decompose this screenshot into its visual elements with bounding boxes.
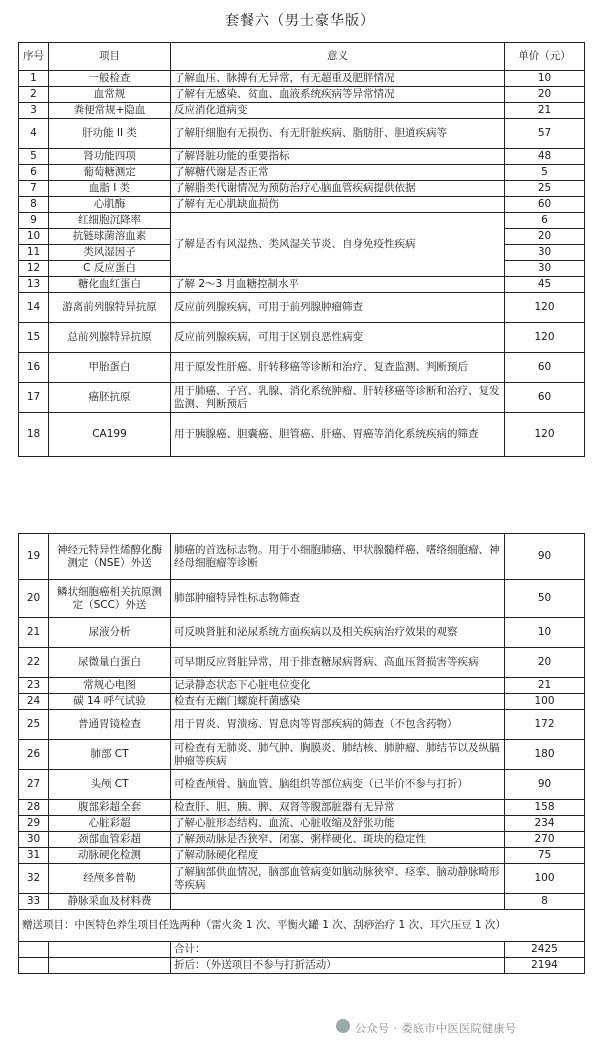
row-number: 3: [19, 103, 49, 119]
row-meaning: 了解动脉硬化程度: [171, 848, 505, 864]
row-meaning: 用于肺癌、子宫、乳腺、消化系统肿瘤、肝转移癌等诊断和治疗、复发监测、判断预后: [171, 383, 505, 413]
row-price: 30: [505, 245, 585, 261]
table-row: [19, 119, 585, 149]
row-item: 葡萄糖测定: [49, 165, 171, 181]
row-price: 120: [505, 293, 585, 323]
row-number: 8: [19, 197, 49, 213]
row-price: 100: [505, 694, 585, 710]
row-item: 总前列腺特异抗原: [49, 323, 171, 353]
row-price: 20: [505, 648, 585, 678]
row-price: 60: [505, 197, 585, 213]
row-number: 15: [19, 323, 49, 353]
row-meaning: 了解有无心肌缺血损伤: [171, 197, 505, 213]
table-row: [19, 87, 585, 103]
row-meaning: 用于胰腺癌、胆囊癌、胆管癌、肝癌、胃癌等消化系统疾病的筛查: [171, 413, 505, 457]
row-number: 28: [19, 800, 49, 816]
table-row: [19, 580, 585, 618]
row-price: 60: [505, 383, 585, 413]
row-meaning: 了解糖代谢是否正常: [171, 165, 505, 181]
table-row: [19, 277, 585, 293]
row-price: 172: [505, 710, 585, 740]
table-row: [19, 165, 585, 181]
table-row: [19, 710, 585, 740]
row-price: 6: [505, 213, 585, 229]
row-price: 180: [505, 740, 585, 770]
row-price: 20: [505, 229, 585, 245]
row-meaning: 检查有无幽门螺旋杆菌感染: [171, 694, 505, 710]
row-item: 糖化血红蛋白: [49, 277, 171, 293]
row-meaning: 反应前列腺疾病，可用于区别良恶性病变: [171, 323, 505, 353]
row-price: 50: [505, 580, 585, 618]
table-row: [19, 353, 585, 383]
table-row: [19, 181, 585, 197]
row-meaning: 可反映肾脏和泌尿系统方面疾病以及相关疾病治疗效果的观察: [171, 618, 505, 648]
row-number: 26: [19, 740, 49, 770]
row-number: 30: [19, 832, 49, 848]
table-row: [19, 848, 585, 864]
row-number: 7: [19, 181, 49, 197]
row-item: 颈部血管彩超: [49, 832, 171, 848]
discount-label: 折后：（外送项目不参与打折活动）: [171, 958, 505, 974]
row-meaning: 可检查有无肺炎、肺气肿、胸膜炎、肺结核、肺肿瘤、肺结节以及纵膈肿瘤等疾病: [171, 740, 505, 770]
page-title: 套餐六（男士豪华版）: [225, 13, 375, 29]
row-item: 碳 14 呼气试验: [49, 694, 171, 710]
table-row: [19, 832, 585, 848]
table-row: [19, 293, 585, 323]
row-meaning: 检查肝、胆、胰、脾、双肾等腹部脏器有无异常: [171, 800, 505, 816]
row-number: 16: [19, 353, 49, 383]
header-meaning: 意义: [171, 43, 505, 71]
table-row: [19, 800, 585, 816]
row-number: 6: [19, 165, 49, 181]
row-meaning: 记录静态状态下心脏电位变化: [171, 678, 505, 694]
row-item: 静脉采血及材料费: [49, 894, 171, 910]
table-row: [19, 678, 585, 694]
row-number: 23: [19, 678, 49, 694]
row-number: 27: [19, 770, 49, 800]
row-price: 57: [505, 119, 585, 149]
row-number: 19: [19, 534, 49, 580]
row-number: 14: [19, 293, 49, 323]
table-row: [19, 323, 585, 353]
row-item: 血常规: [49, 87, 171, 103]
row-meaning: 了解 2～3 月血糖控制水平: [171, 277, 505, 293]
row-number: 33: [19, 894, 49, 910]
row-number: 2: [19, 87, 49, 103]
discount-value: 2194: [505, 958, 585, 974]
row-item: C 反应蛋白: [49, 261, 171, 277]
table-row: [19, 213, 585, 229]
gift-items: 赠送项目：中医特色养生项目任选两种（雷火灸 1 次、平衡火罐 1 次、刮痧治疗 1 次、耳穴压豆 1 次）: [19, 910, 585, 942]
row-meaning: 了解脑部供血情况，脑部血管病变如脑动脉狭窄、痉挛、脑动静脉畸形等疾病: [171, 864, 505, 894]
row-meaning: 反应消化道病变: [171, 103, 505, 119]
row-price: 8: [505, 894, 585, 910]
table-row: [19, 103, 585, 119]
table-row: [19, 413, 585, 457]
row-price: 60: [505, 353, 585, 383]
row-item: 癌胚抗原: [49, 383, 171, 413]
table-row: [19, 534, 585, 580]
package-table-part-2: [18, 533, 585, 974]
table-row: [19, 694, 585, 710]
row-item: 肺部 CT: [49, 740, 171, 770]
row-number: 17: [19, 383, 49, 413]
row-item: 类风湿因子: [49, 245, 171, 261]
row-meaning: 了解肝细胞有无损伤、有无肝脏疾病、脂肪肝、胆道疾病等: [171, 119, 505, 149]
row-price: 21: [505, 678, 585, 694]
row-meaning: 可检查颅骨、脑血管、脑组织等部位病变（已半价不参与打折）: [171, 770, 505, 800]
row-number: 32: [19, 864, 49, 894]
row-item: 心肌酶: [49, 197, 171, 213]
row-price: 90: [505, 770, 585, 800]
row-number: 12: [19, 261, 49, 277]
row-price: 120: [505, 323, 585, 353]
row-price: 10: [505, 71, 585, 87]
table-row: [19, 197, 585, 213]
row-item: 经颅多普勒: [49, 864, 171, 894]
row-item: 神经元特异性烯醇化酶测定（NSE）外送: [49, 534, 171, 580]
row-number: 20: [19, 580, 49, 618]
row-meaning: 了解脂类代谢情况为预防治疗心脑血管疾病提供依据: [171, 181, 505, 197]
row-item: 普通胃镜检查: [49, 710, 171, 740]
row-number: 18: [19, 413, 49, 457]
table-row: [19, 71, 585, 87]
row-meaning: 肺癌的首选标志物。用于小细胞肺癌、甲状腺髓样癌、嗜络细胞瘤、神经母细胞瘤等诊断: [171, 534, 505, 580]
wechat-logo-icon: [336, 1019, 350, 1033]
row-price: 5: [505, 165, 585, 181]
row-price: 30: [505, 261, 585, 277]
total-label: 合计：: [171, 942, 505, 958]
row-item: 头颅 CT: [49, 770, 171, 800]
table-row: [19, 816, 585, 832]
table-row: [19, 648, 585, 678]
total-value: 2425: [505, 942, 585, 958]
table-row: [19, 770, 585, 800]
row-number: 11: [19, 245, 49, 261]
row-price: 75: [505, 848, 585, 864]
row-price: 45: [505, 277, 585, 293]
row-price: 21: [505, 103, 585, 119]
row-meaning: 了解有无感染、贫血、血液系统疾病等异常情况: [171, 87, 505, 103]
row-item: 腹部彩超全套: [49, 800, 171, 816]
package-table-part-1: [18, 42, 585, 457]
row-meaning: 了解颈动脉是否狭窄、闭塞、粥样硬化、斑块的稳定性: [171, 832, 505, 848]
row-price: 120: [505, 413, 585, 457]
header-no: 序号: [19, 43, 49, 71]
row-price: 158: [505, 800, 585, 816]
row-number: 24: [19, 694, 49, 710]
row-item: 尿液分析: [49, 618, 171, 648]
row-number: 29: [19, 816, 49, 832]
row-item: 红细胞沉降率: [49, 213, 171, 229]
row-price: 25: [505, 181, 585, 197]
header-item: 项目: [49, 43, 171, 71]
table-row: [19, 894, 585, 910]
row-meaning: 可早期反应肾脏异常，用于排查糖尿病肾病、高血压肾损害等疾病: [171, 648, 505, 678]
row-number: 21: [19, 618, 49, 648]
row-meaning: 了解是否有风湿热、类风湿关节炎、自身免疫性疾病: [171, 213, 505, 277]
table-row: [19, 864, 585, 894]
row-meaning: 了解肾脏功能的重要指标: [171, 149, 505, 165]
row-item: 心脏彩超: [49, 816, 171, 832]
row-meaning: 用于原发性肝癌、肝转移癌等诊断和治疗、复查监测、判断预后: [171, 353, 505, 383]
row-meaning: 了解心脏形态结构、血流、心脏收缩及舒张功能: [171, 816, 505, 832]
watermark: 公众号 · 娄底市中医医院健康号: [355, 1022, 517, 1035]
row-price: 234: [505, 816, 585, 832]
row-number: 31: [19, 848, 49, 864]
row-number: 13: [19, 277, 49, 293]
row-price: 90: [505, 534, 585, 580]
row-meaning: 用于胃炎、胃溃疡、胃息肉等胃部疾病的筛查（不包含药物）: [171, 710, 505, 740]
table-row: [19, 383, 585, 413]
row-meaning: 反应前列腺疾病，可用于前列腺肿瘤筛查: [171, 293, 505, 323]
table-row: [19, 149, 585, 165]
row-item: 一般检查: [49, 71, 171, 87]
row-number: 25: [19, 710, 49, 740]
header-price: 单价（元）: [505, 43, 585, 71]
row-meaning: [171, 894, 505, 910]
row-number: 4: [19, 119, 49, 149]
row-item: 动脉硬化检测: [49, 848, 171, 864]
row-item: 常规心电图: [49, 678, 171, 694]
row-number: 10: [19, 229, 49, 245]
row-item: 肾功能四项: [49, 149, 171, 165]
row-item: 甲胎蛋白: [49, 353, 171, 383]
row-item: 肝功能 II 类: [49, 119, 171, 149]
row-number: 9: [19, 213, 49, 229]
row-price: 48: [505, 149, 585, 165]
row-item: 游离前列腺特异抗原: [49, 293, 171, 323]
row-meaning: 肺部肿瘤特异性标志物筛查: [171, 580, 505, 618]
row-price: 20: [505, 87, 585, 103]
table-row: [19, 740, 585, 770]
row-number: 1: [19, 71, 49, 87]
row-item: 血脂 I 类: [49, 181, 171, 197]
row-number: 22: [19, 648, 49, 678]
table-row: [19, 618, 585, 648]
row-meaning: 了解血压、脉搏有无异常，有无超重及肥胖情况: [171, 71, 505, 87]
row-item: 粪便常规+隐血: [49, 103, 171, 119]
row-item: 鳞状细胞癌相关抗原测定（SCC）外送: [49, 580, 171, 618]
row-number: 5: [19, 149, 49, 165]
row-price: 100: [505, 864, 585, 894]
row-item: 抗链球菌溶血素: [49, 229, 171, 245]
row-item: 尿微量白蛋白: [49, 648, 171, 678]
row-price: 10: [505, 618, 585, 648]
row-price: 270: [505, 832, 585, 848]
row-item: CA199: [49, 413, 171, 457]
